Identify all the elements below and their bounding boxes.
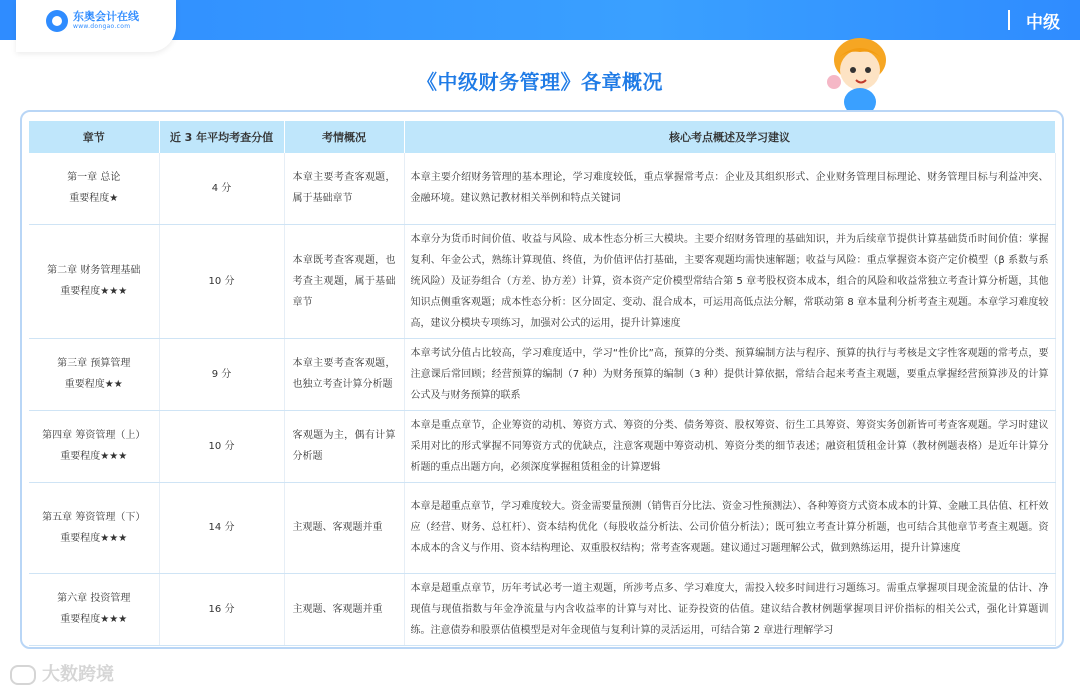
table-row: [29, 410, 1055, 482]
table-header-row: [29, 121, 1055, 153]
chapter-cell: [29, 410, 159, 482]
logo-url: www.dongao.com: [73, 23, 131, 30]
column-header-chapter: 章节: [29, 121, 159, 153]
score-cell: 10 分: [159, 410, 284, 482]
watermark: [10, 660, 114, 686]
column-header-core: 核心考点概述及学习建议: [404, 121, 1055, 153]
situation-cell: 客观题为主，偶有计算分析题: [284, 410, 404, 482]
chapter-cell: [29, 224, 159, 338]
chapter-cell: [29, 482, 159, 573]
core-cell: 本章分为货币时间价值、收益与风险、成本性态分析三大模块。主要介绍财务管理的基础知识，并为后续章节提供计算基础货币时间价值：掌握复利、年金公式，熟练计算现值、终值，为价值评估打基础，主要客观题均需快速解题；收益与风险：重点掌握资本资产定价模型（β 系数与系统风险）及证券组合（方差、协方差）计算，资本资产定价模型常结合第 5 章考股权资本成本，组合的风险和收益常独立考查计算分析题，其他知识点侧重客观题；成本性态分析：区分固定、变动、混合成本，可运用高低点法分解，常联动第 8 章本量利分析考查主观题。本章学习难度较高，建议分模块专项练习，加强对公式的运用，提升计算速度: [404, 224, 1055, 338]
table-row: [29, 573, 1055, 645]
chapter-importance: 重要程度★: [69, 193, 119, 205]
chapter-cell: [29, 573, 159, 645]
chapter-importance: 重要程度★★: [64, 379, 123, 390]
chapter-importance: 重要程度★★★: [60, 614, 128, 625]
table-row: [29, 482, 1055, 573]
score-cell: 4 分: [159, 153, 284, 224]
score-cell: 16 分: [159, 573, 284, 645]
situation-cell: 本章主要考查客观题，属于基础章节: [284, 153, 404, 224]
chapter-importance: 重要程度★★★: [60, 286, 128, 297]
core-cell: 本章考试分值占比较高，学习难度适中，学习“性价比”高，预算的分类、预算编制方法与程序、预算的执行与考核是文字性客观题的常考点，要注意课后常回顾；经营预算的编制（7 种）为财务预算的编制（3 种）提供计算依据，常结合起来考查主观题，要重点掌握经营预算涉及的计算公式及与财务预算的联系: [404, 338, 1055, 410]
core-cell: 本章主要介绍财务管理的基本理论，学习难度较低，重点掌握常考点：企业及其组织形式、企业财务管理目标理论、财务管理目标与利益冲突、金融环境。建议熟记教材相关举例和特点关键词: [404, 153, 1055, 224]
table-row: [29, 224, 1055, 338]
page-title: 《中级财务管理》各章概况: [417, 70, 663, 94]
chapter-importance: 重要程度★★★: [60, 532, 128, 544]
core-cell: 本章是超重点章节，历年考试必考一道主观题，所涉考点多、学习难度大，需投入较多时间进行习题练习。需重点掌握项目现金流量的估计、净现值与现值指数与年金净流量与内含收益率的计算与对比、证券投资的估值。建议结合教材例题掌握项目评价指标的相关公式，强化计算题训练。注意债券和股票估值模型是对年金现值与复利计算的灵活运用，可结合第 2 章进行理解学习: [404, 573, 1055, 645]
chapter-name: 第三章 预算管理: [57, 358, 131, 369]
score-cell: 14 分: [159, 482, 284, 573]
watermark-text: 大数跨境: [42, 664, 114, 685]
chapter-name: 第二章 财务管理基础: [47, 265, 141, 276]
level-divider: [1008, 10, 1010, 30]
situation-cell: 本章既考查客观题，也考查主观题，属于基础章节: [284, 224, 404, 338]
chapter-cell: [29, 153, 159, 224]
situation-cell: 主观题、客观题并重: [284, 573, 404, 645]
table-row: [29, 338, 1055, 410]
chapter-name: 第五章 筹资管理（下）: [42, 511, 146, 523]
column-header-situation: 考情概况: [284, 121, 404, 153]
chapter-table: [29, 121, 1056, 646]
chapter-overview-panel: [20, 110, 1064, 649]
score-cell: 10 分: [159, 224, 284, 338]
logo-icon: [46, 10, 68, 32]
score-cell: 9 分: [159, 338, 284, 410]
watermark-icon: [10, 665, 36, 685]
core-cell: 本章是超重点章节，学习难度较大。资金需要量预测（销售百分比法、资金习性预测法）、各种筹资方式资本成本的计算、金融工具估值、杠杆效应（经营、财务、总杠杆）、资本结构优化（每股收益分析法、公司价值分析法）；既可独立考查计算分析题，也可结合其他章节考查主观题。资本成本的含义与作用、资本结构理论、双重股权结构；常考查客观题。建议通过习题理解公式，做到熟练运用，提升计算速度: [404, 482, 1055, 573]
chapter-name: 第一章 总论: [67, 172, 121, 184]
logo[interactable]: [16, 0, 176, 52]
situation-cell: 本章主要考查客观题，也独立考查计算分析题: [284, 338, 404, 410]
table-row: [29, 153, 1055, 224]
chapter-name: 第四章 筹资管理（上）: [42, 430, 146, 441]
situation-cell: 主观题、客观题并重: [284, 482, 404, 573]
chapter-importance: 重要程度★★★: [60, 451, 128, 462]
level-label: 中级: [1026, 13, 1060, 33]
core-cell: 本章是重点章节，企业筹资的动机、筹资方式、筹资的分类、债务筹资、股权筹资、衍生工具筹资、筹资实务创新皆可考查客观题。学习时建议采用对比的形式掌握不同筹资方式的优缺点，注意客观题中筹资动机、筹资分类的细节表述；融资租赁租金计算（教材例题表格）是近年计算分析题的重点出题方向，必须深度掌握租赁租金的计算逻辑: [404, 410, 1055, 482]
logo-name: 东奥会计在线: [73, 10, 139, 23]
chapter-cell: [29, 338, 159, 410]
column-header-score: 近 3 年平均考查分值: [159, 121, 284, 153]
chapter-name: 第六章 投资管理: [57, 593, 131, 604]
